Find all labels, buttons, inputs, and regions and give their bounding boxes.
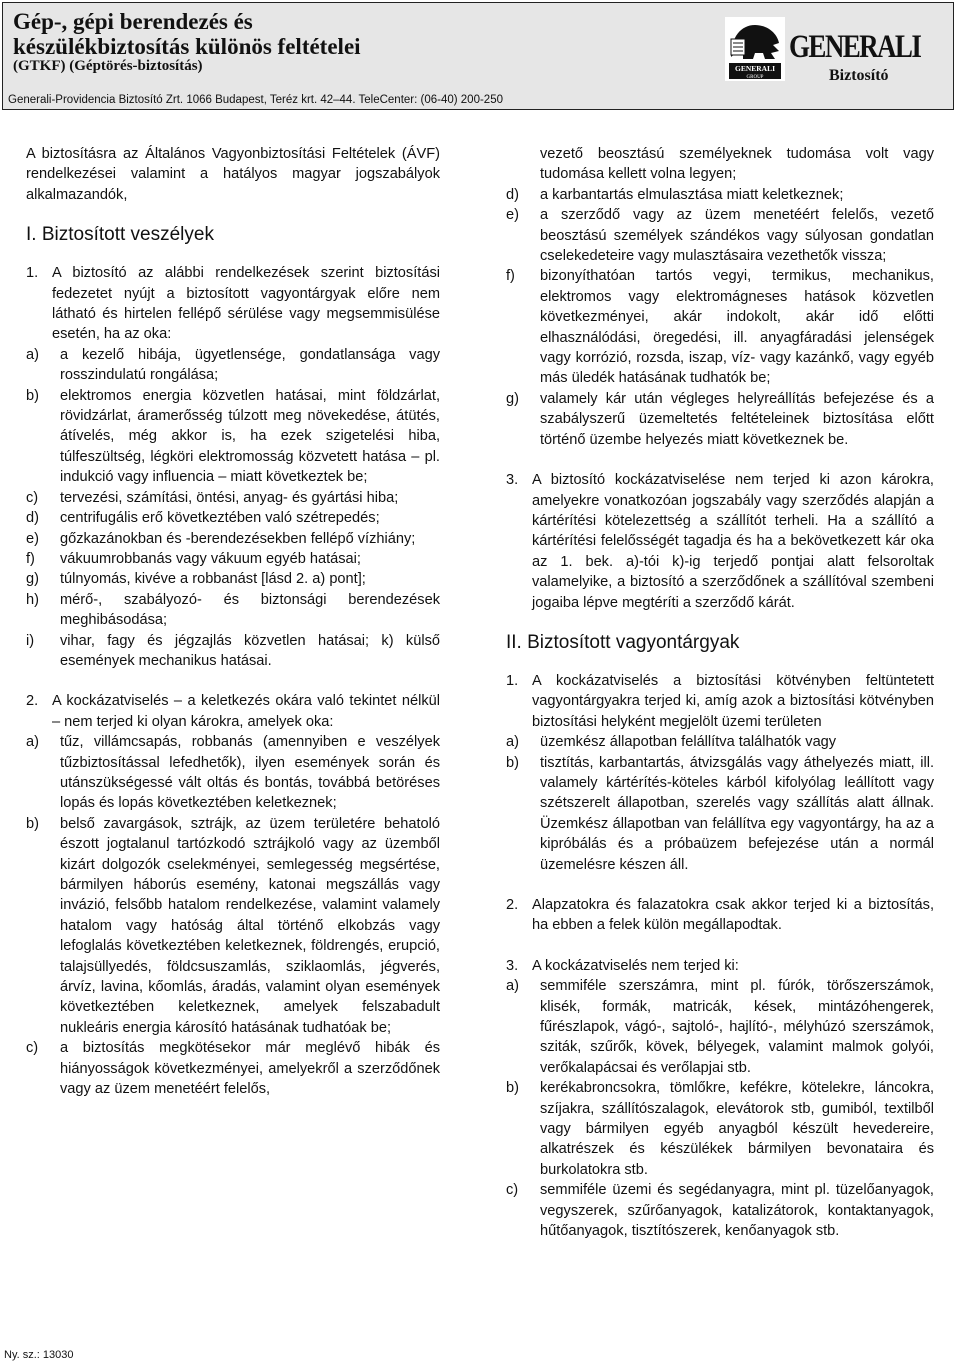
sub-item [506,732,934,752]
sub-item [26,345,440,386]
item-text: A kockázatviselés – a keletkezés okára való tekintet nélkül – nem terjed ki olyan károkra, amelyek oka: [52,693,440,730]
form-number: Ny. sz.: 13030 [4,1349,74,1361]
intro-paragraph: A biztosításra az Általános Vagyonbiztosítási Feltételek (ÁVF) rendelkezései valamint a hatályos magyar jogszabályok alkalmazandók, [26,146,440,203]
sub-item [26,549,440,569]
sub-item [26,814,440,1038]
sub-item-text: centrifugális erő következtében való szétrepedés; [60,510,380,527]
sub-item [506,1180,934,1241]
sub-item-letter: b) [506,1080,519,1097]
sub-item [506,753,934,875]
sub-item-text: bizonyíthatóan tartós vegyi, termikus, mechanikus, elektromos vagy elektromágneses hatások közvetlen következményei, akár indokolt, akár idő előtti elhasználódási, öregedési, ill. anyagfáradási jelenségek vagy korrózió, rozsda, iszap, víz- vagy kazánkő, vagy egyéb más üledék hatásának tudhatók be; [540,268,934,387]
section-1-item-3 [506,470,934,613]
sub-item-letter: b) [26,815,39,832]
sub-item-letter: f) [506,268,515,285]
sub-item [26,590,440,631]
sub-item-letter: i) [26,632,35,649]
item-number: 2. [506,897,519,913]
item-number: 2. [26,693,39,710]
sub-item-text: tűz, villámcsapás, robbanás (amennyiben e veszélyek tűzbiztosítással lefedhetők), ilyen események során és utánszükségessé vált oltás és bontás, továbbá betöréses lopás és lopás következtében keletkeznek; [60,734,440,812]
brand-name: GENERALI [789,29,921,65]
sub-item-letter: a) [506,978,519,995]
section-1-heading: I. Biztosított veszélyek [26,224,214,246]
sub-item-text: tervezési, számítási, öntési, anyag- és gyártási hiba; [60,489,399,506]
item-text: A biztosító kockázatviselése nem terjed ki azon károkra, amelyekre vonatkozóan jogszabály vagy szerződés alapján a kártérítési kötelezettség a szállítót terheli. Ha a szállító a kártérítési felelősségét tagadja és ha a bekövetkezett kár oka az 1. bek. a)-tói k)-ig terjedő pontjai alatt felsoroltak valamelyike, a biztosító a szerződőnek a szállítóval szembeni jogaiba lépve megtéríti a szerződő kárát. [532,472,934,611]
sub-item-text: valamely kár után végleges helyreállítás befejezése és a szabályszerű üzemeltetés feltételeinek biztosítása előtt történő üzembe helyezés miatt következnek be. [540,390,934,448]
sub-item-text: belső zavargások, sztrájk, az üzem területére behatoló észott jogtalanul tartózkodó sztrájkoló vagy az üzemből kizárt dolgozók cselekményei, semlegesség megsértése, bármilyen háborús esemény, katonai megszállás vagy invázió, felsőbb hatalom rendelkezése, valamint valamely hatalom vagy hatóság által történő elkobzás vagy lefoglalás következtében keletkeznek, földrengés, erupció, talajsüllyedés, földcsuszamlás, sziklaomlás, jégverés, árvíz, lavina, kőomlás, áradás, valamint olyan események következtében keletkeznek, amelyek felszabadult nukleáris energia károsító hatásának tudhatóak be; [60,815,440,1036]
sub-item-letter: a) [26,734,39,751]
sub-item-letter: a) [26,346,39,363]
right-column [506,144,934,1242]
item-text: A biztosító az alábbi rendelkezések szerint biztosítási fedezetet nyújt a biztosított vagyontárgyak előre nem látható és hirtelen fellépő sérülése vagy megsemmisülése esetén, ha az oka: [52,265,440,343]
title-line-1: Gép-, gépi berendezés és [13,9,253,34]
company-address: Generali-Providencia Biztosító Zrt. 1066 Budapest, Teréz krt. 42–44. TeleCenter: (06-40) 200-250 [8,94,503,106]
sub-item-text: tisztítás, karbantartás, átvizsgálás vagy áthelyezés miatt, ill. valamely kártérítés-köteles kárból kifolyólag leállított vagy szétszerelt állapotban, szerelés vagy szállítás alatt állnak. Üzemkész állapotban van felállítva egy vagyontárgy, ha az a kipróbálás és a próbaüzem befejezése után a normál üzemelésre készen áll. [540,754,934,873]
item-text: A kockázatviselés a biztosítási kötvényben feltüntetett vagyontárgyakra terjed ki, amíg azok a biztosítási kötvényben biztosítási helyként megjelölt üzemi területen [532,672,934,730]
sub-item-letter: d) [26,510,39,527]
sub-item [506,205,934,266]
item-text: Alapzatokra és falazatokra csak akkor terjed ki a biztosítás, ha ebben a felek külön megállapodtak. [532,897,934,934]
sub-item-text: üzemkész állapotban felállítva találhatók vagy [540,734,837,751]
sub-item-letter: g) [506,390,519,407]
document-header [2,2,954,110]
sub-item-text: kerékabroncsokra, tömlőkre, kefékre, kötelekre, láncokra, szíjakra, szállítószalagok, elevátorok stb, gumiból, textilből vagy bármilyen egyéb anyagból készült hevederеire, alkatrészek és készülékek bármilyen bevonataira és burkolatokra stb. [540,1080,934,1178]
item-number: 3. [506,957,519,974]
document-title [13,9,361,59]
sub-item [26,569,440,589]
sub-item-text: vezető beosztású személyeknek tudomása volt vagy tudomása kellett volna legyen; [540,146,934,183]
sub-item-text: vihar, fagy és jégzajlás közvetlen hatásai; k) külső események mechanikus hatásai. [60,632,440,669]
sub-item-text: gőzkazánokban és -berendezésekben fellépő vízhiány; [60,530,416,547]
sub-item-letter: a) [506,734,519,751]
logo-text-group: GROUP [746,75,764,80]
sub-item-letter: h) [26,591,39,608]
sub-item-continuation [506,144,934,185]
sub-item [26,732,440,814]
sub-item [26,508,440,528]
title-line-2: készülékbiztosítás különös feltételei [13,34,361,59]
sub-item-text: elektromos energia közvetlen hatásai, mint földzárlat, rövidzárlat, áramerősség túlzott meg növekedése, átütés, átívelés, még akkor is, ha ezek szigetelési hiba, túlfeszültség, légköri elektromosság közvetett hatása – pl. indukció vagy influencia – miatt következtek be; [60,387,440,486]
section-2-item-1 [506,671,934,732]
sub-item [26,488,440,508]
sub-item [26,1038,440,1099]
item-number: 3. [506,472,519,489]
sub-item [506,185,934,205]
item-text: A kockázatviselés nem terjed ki: [532,957,739,974]
sub-item-text: túlnyomás, kivéve a robbanást [lásd 2. a) pont]; [60,571,366,588]
generali-lion-logo-icon [725,17,785,81]
sub-item-text: mérő-, szabályozó- és biztonsági berendezések meghibásodása; [60,591,440,629]
sub-item-letter: e) [506,207,519,224]
section-2-heading: II. Biztosított vagyontárgyak [506,631,740,653]
section-1-item-1 [26,263,440,345]
sub-item-text: a biztosítás megkötésekor már meglévő hibák és hiányosságok következményei, amelyekről a szerződőnek vagy az üzem menetéért felelős, [60,1040,440,1098]
sub-item [26,529,440,549]
sub-item-text: a szerződő vagy az üzem menetéért felelős, vezető beosztású személyek szándékos vagy súlyosan gondatlan cselekedeteire vagy mulasztásaira vezethetők vissza; [540,207,934,265]
item-number: 1. [26,265,39,282]
section-2-item-2 [506,895,934,936]
sub-item-letter: b) [506,754,519,771]
sub-item-text: semmiféle üzemi és segédanyagra, mint pl. tüzelőanyagok, vegyszerek, szűrőanyagok, katalizátorok, kontaktanyagok, hűtőanyagok, tisztítószerek, kenőanyagok stb. [540,1182,934,1240]
sub-item-text: vákuumrobbanás vagy vákuum egyéb hatásai; [60,550,361,567]
sub-item-letter: d) [506,186,519,203]
logo-text-generali: GENERALI [734,64,776,73]
sub-item-letter: f) [26,550,35,567]
sub-item [506,1078,934,1180]
sub-item-text: a karbantartás elmulasztása miatt keletkeznek; [540,186,844,203]
sub-item [506,976,934,1078]
sub-item-text: semmiféle szerszámra, mint pl. fúrók, törőszerszámok, klisék, formák, matricák, kések, mintázóhengerek, fűrészlapok, vágó-, sajtoló-, hajlító-, mélyhúzó szerszámok, sziták, szűrők, kövek, bélyegek, valamint malmok golyói, verőkalapácsai és verőlapjai stb. [540,978,934,1076]
section-2-item-3 [506,956,934,976]
left-column [26,144,440,1099]
document-subtitle: (GTKF) (Géptörés-biztosítás) [13,58,203,74]
sub-item-letter: g) [26,571,39,588]
section-1-item-2 [26,691,440,732]
sub-item-text: a kezelő hibája, ügyetlensége, gondatlansága vagy rosszindulatú rongálása; [60,346,440,384]
sub-item [26,386,440,488]
sub-item [26,631,440,672]
sub-item-letter: c) [26,1040,39,1057]
sub-item-letter: c) [506,1182,519,1199]
sub-item [506,266,934,388]
brand-subtitle: Biztosító [829,67,889,84]
sub-item [506,389,934,450]
sub-item-letter: c) [26,489,39,506]
sub-item-letter: e) [26,530,39,547]
sub-item-letter: b) [26,387,39,404]
item-number: 1. [506,672,519,689]
